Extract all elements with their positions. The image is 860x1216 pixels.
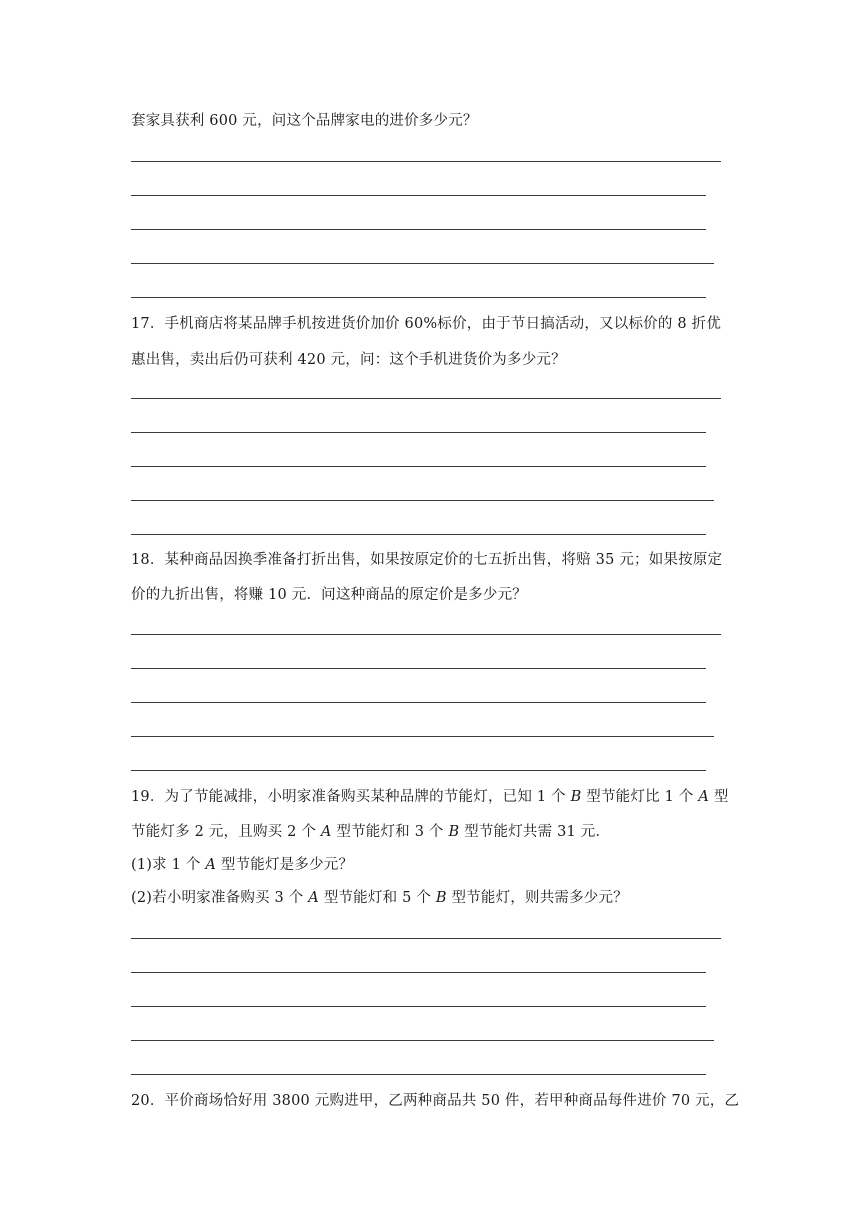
- answer-line: [131, 263, 714, 264]
- text: 型节能灯，则共需多少元？: [446, 890, 628, 906]
- q19-part2: [131, 888, 628, 908]
- answer-line: [131, 534, 706, 535]
- text: 型节能灯比 1 个: [581, 789, 699, 805]
- answer-line: [131, 297, 706, 298]
- answer-line: [131, 1040, 714, 1041]
- text: 节能灯多 2 元，且购买 2 个: [131, 824, 321, 840]
- text: 型节能灯和 5 个: [318, 890, 436, 906]
- q18-line1: 18．某种商品因换季准备打折出售，如果按原定价的七五折出售，将赔 35 元；如果按原定: [131, 552, 723, 568]
- answer-line: [131, 736, 714, 737]
- answer-line: [131, 161, 721, 162]
- answer-line: [131, 398, 721, 399]
- text: 型节能灯是多少元？: [216, 857, 354, 873]
- answer-line: [131, 702, 706, 703]
- answer-line: [131, 634, 721, 635]
- answer-line: [131, 500, 714, 501]
- answer-line: [131, 938, 721, 939]
- answer-line: [131, 1074, 706, 1075]
- variable-a: A: [308, 890, 319, 906]
- answer-line: [131, 432, 706, 433]
- variable-a: A: [698, 789, 710, 805]
- answer-line: [131, 668, 706, 669]
- answer-line: [131, 1006, 706, 1007]
- variable-b: B: [435, 890, 447, 906]
- text: (2)若小明家准备购买 3 个: [131, 890, 309, 906]
- answer-line: [131, 195, 706, 196]
- answer-line: [131, 229, 706, 230]
- variable-a: A: [205, 857, 217, 873]
- q19-line1: [131, 787, 729, 807]
- answer-line: [131, 466, 706, 467]
- q16-continuation: 套家具获利 600 元，问这个品牌家电的进价多少元？: [131, 113, 478, 129]
- variable-a: A: [320, 824, 332, 840]
- text: 型节能灯共需 31 元．: [459, 824, 611, 840]
- variable-b: B: [570, 789, 582, 805]
- answer-line: [131, 972, 706, 973]
- q20-line1: 20．平价商场恰好用 3800 元购进甲，乙两种商品共 50 件，若甲种商品每件进价 70 元，乙: [131, 1093, 740, 1109]
- q18-line2: 价的九折出售，将赚 10 元．问这种商品的原定价是多少元？: [131, 587, 527, 603]
- text: 19．为了节能减排，小明家准备购买某种品牌的节能灯，已知 1 个: [131, 789, 571, 805]
- q17-line2: 惠出售，卖出后仍可获利 420 元，问：这个手机进货价为多少元？: [131, 352, 566, 368]
- answer-line: [131, 770, 706, 771]
- text: (1)求 1 个: [131, 857, 206, 873]
- q19-line2: [131, 822, 610, 842]
- text: 型: [709, 789, 729, 805]
- q17-line1: 17．手机商店将某品牌手机按进货价加价 60%标价，由于节日搞活动，又以标价的 8 折优: [131, 316, 722, 332]
- text: 型节能灯和 3 个: [331, 824, 449, 840]
- q19-part1: [131, 855, 353, 875]
- variable-b: B: [448, 824, 460, 840]
